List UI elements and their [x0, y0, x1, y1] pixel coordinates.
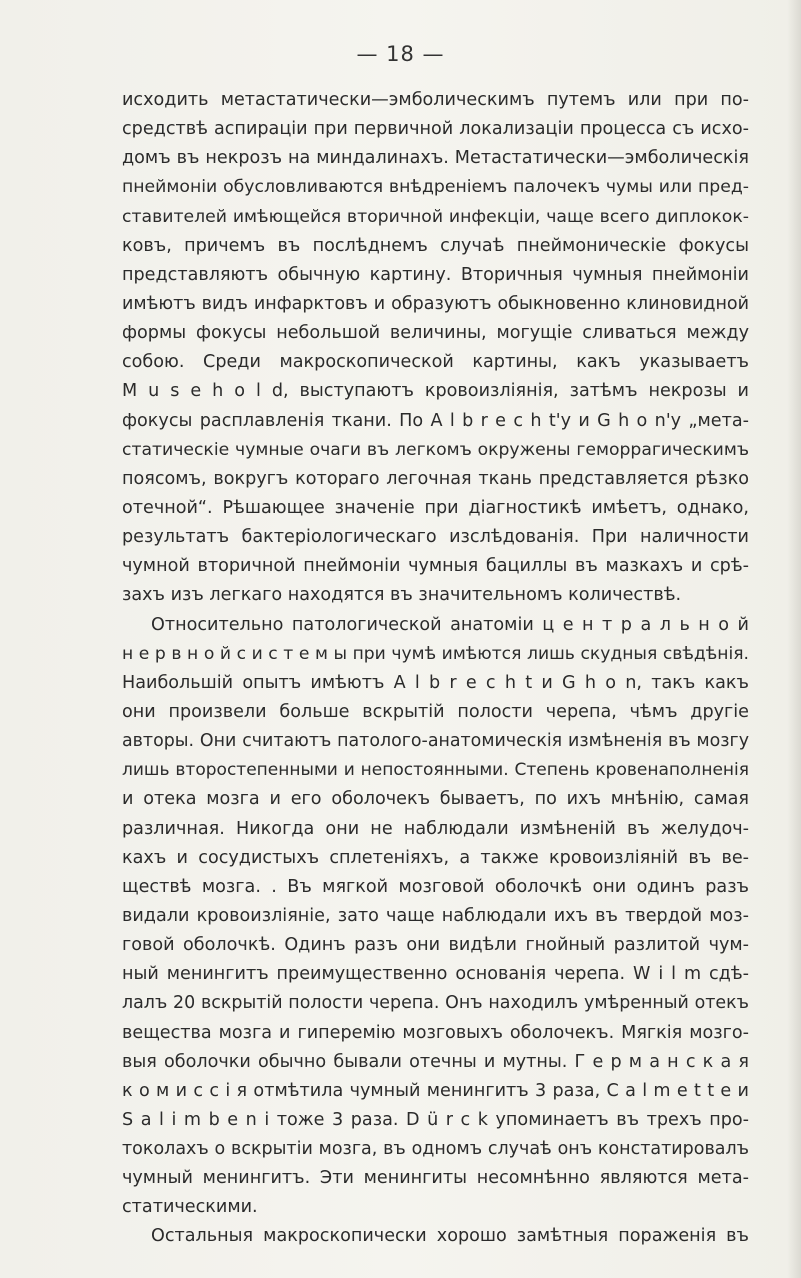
- text-line: и отека мозга и его оболочекъ бываетъ, по ихъ мнѣнію, самая: [122, 789, 749, 810]
- text-line: токолахъ о вскрытіи мозга, въ одномъ случаѣ онъ констатировалъ: [122, 1139, 749, 1160]
- text-line: домъ въ некрозъ на миндалинахъ. Метастатически—эмболическія: [122, 148, 749, 169]
- text-line: исходить метастатически—эмболическимъ путемъ или при по-: [122, 90, 749, 110]
- text-line: н е р в н о й с и с т е м ы при чумѣ имѣются лишь скудныя свѣдѣнія.: [122, 643, 749, 664]
- text-line: статическіе чумные очаги въ легкомъ окружены геморрагическимъ: [122, 439, 749, 460]
- text-line: M u s e h o l d, выступаютъ кровоизліянія, затѣмъ некрозы и: [122, 381, 749, 402]
- text-line: ковъ, причемъ въ послѣднемъ случаѣ пнеймоническіе фокусы: [122, 235, 749, 256]
- text-line: поясомъ, вокругъ котораго легочная ткань представляется рѣзко: [122, 468, 749, 489]
- text-line: отечной“. Рѣшающее значеніе при діагностикѣ имѣетъ, однако,: [122, 497, 749, 518]
- text-line: Относительно патологической анатоміи ц е н т р а л ь н о й: [151, 614, 749, 635]
- text-line: фокусы расплавленія ткани. По A l b r e c h t'у и G h o n'у „мета-: [122, 410, 749, 431]
- text-line: к о м и с с і я отмѣтила чумный менингитъ 3 раза, C a l m e t t e и: [122, 1080, 749, 1101]
- text-line: собою. Среди макроскопической картины, какъ указываетъ: [122, 352, 749, 373]
- text-line: S a l i m b e n i тоже 3 раза. D ü r c k упоминаетъ въ трехъ про-: [122, 1109, 749, 1130]
- text-line: статическими.: [122, 1197, 258, 1218]
- text-line: средствѣ аспираціи при первичной локализаціи процесса съ исхо-: [122, 119, 749, 140]
- text-line: говой оболочкѣ. Одинъ разъ они видѣли гнойный разлитой чум-: [122, 935, 749, 956]
- text-line: вещества мозга и гиперемію мозговыхъ оболочекъ. Мягкія мозго-: [122, 1022, 749, 1043]
- text-line: видали кровоизліяніе, зато чаще наблюдали ихъ въ твердой моз-: [122, 905, 749, 926]
- text-line: захъ изъ легкаго находятся въ значительномъ количествѣ.: [122, 585, 682, 606]
- page-number: — 18 —: [356, 42, 445, 66]
- text-line: они произвели больше вскрытій полости черепа, чѣмъ другіе: [122, 701, 749, 722]
- text-line: ставителей имѣющейся вторичной инфекціи, чаще всего диплокок-: [122, 206, 749, 227]
- body-text: [122, 86, 749, 1252]
- text-line: чумный менингитъ. Эти менингиты несомнѣнно являются мета-: [122, 1168, 749, 1189]
- text-line: различная. Никогда они не наблюдали измѣненій въ желудоч-: [122, 818, 749, 839]
- text-line: Остальныя макроскопически хорошо замѣтныя пораженія въ: [151, 1226, 749, 1247]
- text-line: выя оболочки обычно бывали отечны и мутны. Г е р м а н с к а я: [122, 1051, 749, 1072]
- page-edge-shadow: [787, 0, 801, 1278]
- text-line: авторы. Они считаютъ патолого-анатомическія измѣненія въ мозгу: [122, 731, 749, 752]
- text-line: формы фокусы небольшой величины, могущіе сливаться между: [122, 323, 749, 344]
- text-line: результатъ бактеріологическаго изслѣдованія. При наличности: [122, 527, 749, 548]
- text-line: пнеймоніи обусловливаются внѣдреніемъ палочекъ чумы или пред-: [122, 177, 749, 198]
- text-line: Наибольшій опытъ имѣютъ A l b r e c h t и G h o n, такъ какъ: [122, 672, 749, 693]
- text-line: ществѣ мозга. . Въ мягкой мозговой оболочкѣ они одинъ разъ: [122, 876, 749, 897]
- text-line: имѣютъ видъ инфарктовъ и образуютъ обыкновенно клиновидной: [122, 293, 749, 314]
- text-line: лишь второстепенными и непостоянными. Степень кровенаполненія: [122, 760, 749, 781]
- text-line: кахъ и сосудистыхъ сплетеніяхъ, а также кровоизліяній въ ве-: [122, 847, 749, 868]
- text-line: ный менингитъ преимущественно основанія черепа. W i l m сдѣ-: [122, 964, 749, 985]
- text-line: чумной вторичной пнеймоніи чумныя бациллы въ мазкахъ и срѣ-: [122, 556, 749, 577]
- text-line: представляютъ обычную картину. Вторичныя чумныя пнеймоніи: [122, 264, 749, 285]
- text-line: лалъ 20 вскрытій полости черепа. Онъ находилъ умѣренный отекъ: [122, 993, 749, 1014]
